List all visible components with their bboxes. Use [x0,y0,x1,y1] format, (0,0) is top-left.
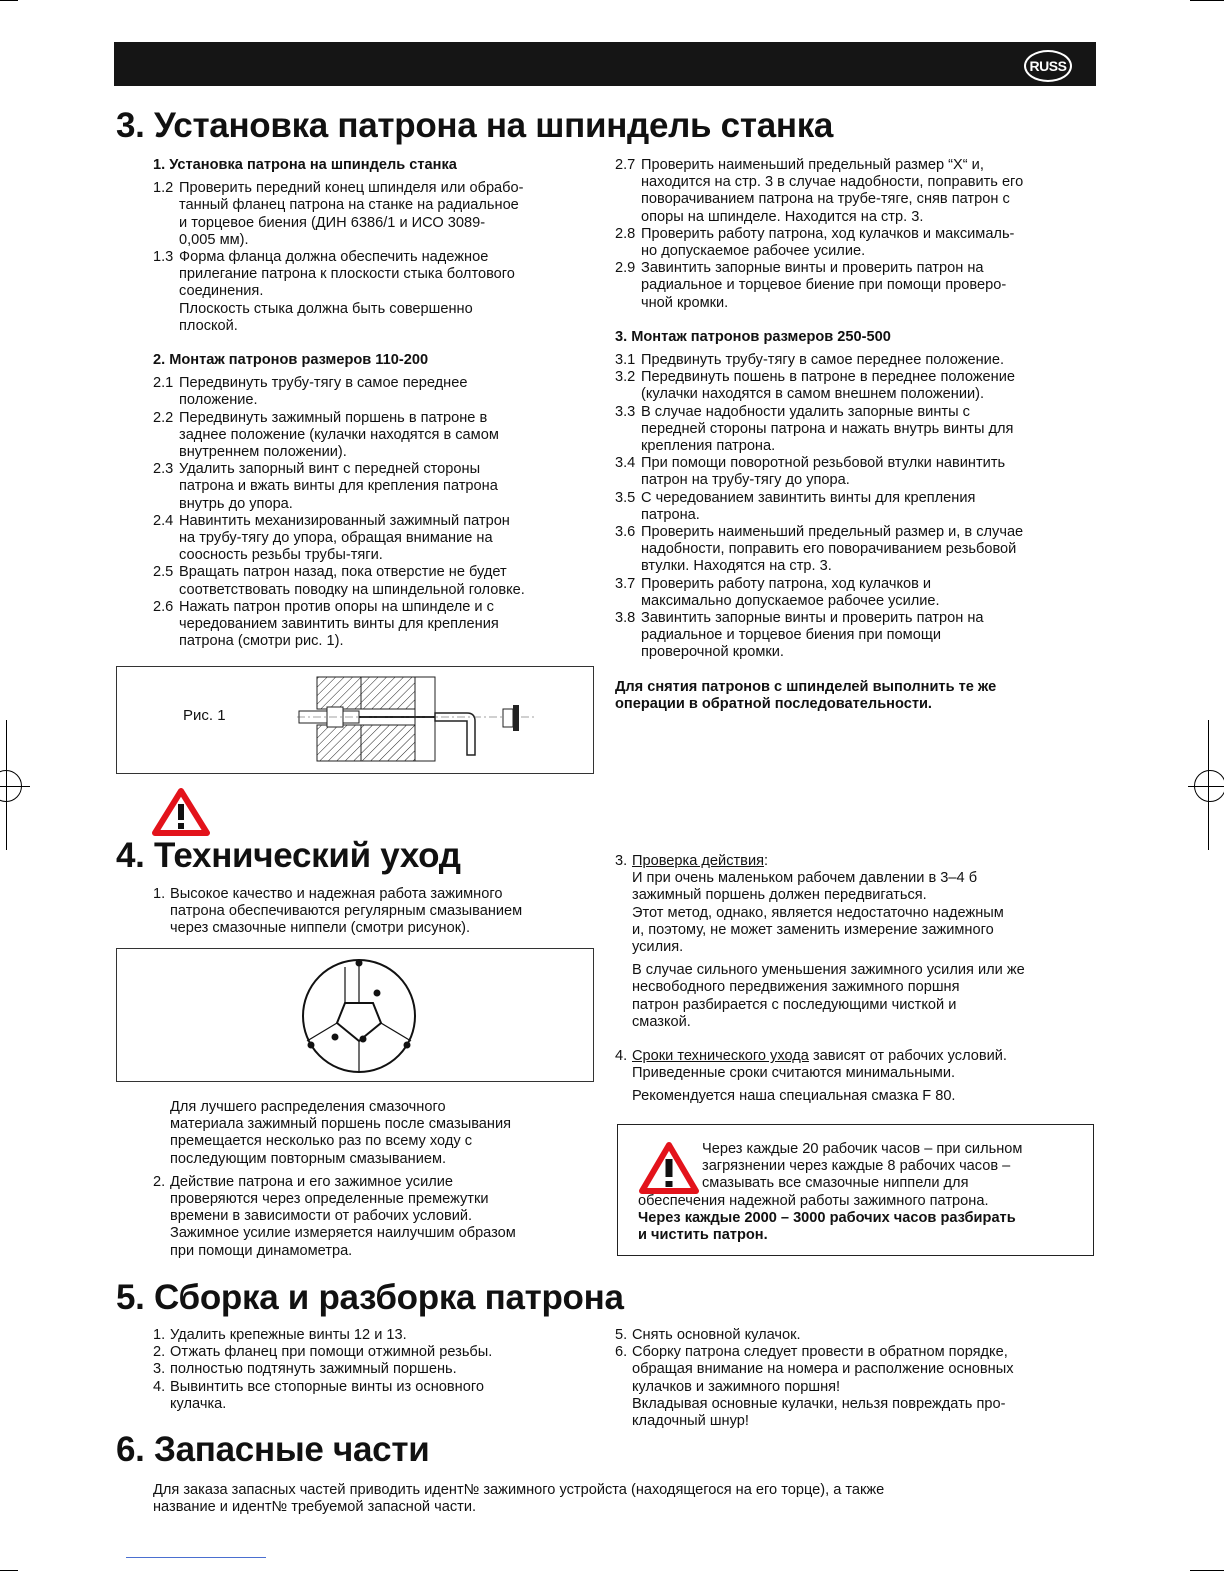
text-line: название и идент№ требуемой запасной части. [153,1499,477,1516]
text-line: соосность резьбы трубы-тяги. [179,547,383,564]
section-6-title: 6. Запасные части [116,1430,430,1469]
text-line: 4. [153,1378,166,1395]
text-line: 2.3 [153,461,174,478]
list-item [615,576,1105,593]
registration-mark [1194,770,1224,802]
text-line: смазкой. [632,1013,691,1030]
warning-text: смазывать все смазочные ниппели для [702,1175,969,1192]
section-3-title: 3. Установка патрона на шпиндель станка [116,106,834,145]
text-line: радиальное и торцевое биение при помощи проверо- [641,277,1007,294]
list-item [153,513,603,530]
text-line: 3.8 [615,610,636,627]
section-4-left-top [153,886,603,938]
text-line: 2.4 [153,512,174,529]
text-line: 2.2 [153,409,174,426]
list-item [615,1344,1105,1361]
text-line: 1.3 [153,249,174,266]
text-line: : [764,853,769,869]
list-item [615,524,1105,541]
text-line: радиальное и торцевое биения при помощи [641,627,941,644]
chuck-mounting-drawing [297,673,537,769]
list-item [153,249,603,266]
list-item [615,610,1105,627]
text-line: при помощи динамометра. [170,1242,353,1259]
list-item [153,1174,603,1191]
text-line: Проверить наименьший предельный размер и, в случае [641,524,1024,541]
text-line: 3.1 [615,352,636,369]
text-line: времени в зависимости от рабочих условий. [170,1208,473,1225]
list-item [153,1379,603,1396]
text-line: максимально допускаемое рабочее усилие. [641,592,940,609]
text-line: Навинтить механизированный зажимный патрон [179,512,510,529]
text-line: 2.1 [153,375,174,392]
text-line: кулачков и зажимного поршня! [632,1378,841,1395]
text-line: несвободного передвижения зажимного поршня [632,979,960,996]
text-line: Удалить запорный винт с передней стороны [179,461,481,478]
warning-bold-text: Через каждые 2000 – 3000 рабочих часов разбирать [638,1210,1016,1227]
warning-triangle-icon [638,1141,700,1195]
crop-mark [1190,0,1224,1]
text-line: материала зажимный поршень после смазывания [170,1116,512,1133]
lubrication-figure-box [116,948,594,1082]
text-line: 3.4 [615,455,636,472]
text-line: При помощи поворотной резьбовой втулки навинтить [641,455,1006,472]
text-line: С чередованием завинтить винты для крепления [641,489,976,506]
text-line: прилегание патрона к плоскости стыка болтового [179,266,515,283]
text-line: втулки. Находятся на стр. 3. [641,558,832,575]
text-line: патрон разбирается с последующими чисткой и [632,996,957,1013]
list-item [153,564,603,581]
list-item [153,1327,603,1344]
text-line: Сборку патрона следует провести в обратном порядке, [632,1344,1008,1361]
text-line: через смазочные ниппели (смотри рисунок). [170,920,471,937]
text-line: обращая внимание на номера и располжение основных [632,1361,1014,1378]
text-line: 5. [615,1327,628,1343]
text-line: заднее положение (кулачки находятся в самом [179,426,499,443]
text-line: соединения. [179,283,264,300]
text-line: находится на стр. 3 в случае надобности, поправить его [641,174,1024,191]
text-line: 3. [615,853,628,869]
text-line: зажимный поршень должен передвигаться. [632,887,927,904]
list-item [153,599,603,616]
text-line: Проверить работу патрона, ход кулачков и максималь- [641,225,1015,242]
warning-text: обеспечения надежной работы зажимного патрона. [638,1193,989,1209]
text-line: 2.6 [153,598,174,615]
text-line: Приведенные сроки считаются минимальными. [632,1065,956,1082]
text-line: 1. [153,886,166,902]
text-line: кладочный шнур! [632,1413,749,1430]
text-line: танный фланец патрона на станке на радиальное [179,197,519,214]
text-line: Завинтить запорные винты и проверить патрон на [641,610,984,627]
list-item [615,352,1105,369]
removal-note: Для снятия патронов с шпинделей выполнить те же [615,678,997,695]
lubricant-recommendation: Рекомендуется наша специальная смазка F 80. [632,1088,956,1105]
list-item [615,455,1105,472]
text-line: положение. [179,392,258,409]
text-line: Для лучшего распределения смазочного [170,1099,446,1115]
section-5-left-column [153,1327,603,1413]
list-item [153,886,603,903]
text-line: надобности, поправить его поворачиванием резьбовой [641,541,1017,558]
text-line: И при очень маленьком рабочем давлении в 3–4 б [632,870,978,887]
brand-logo: RUSS [1024,50,1072,82]
maintenance-warning-box [617,1124,1094,1256]
maintenance-interval-heading: Сроки технического ухода [632,1048,809,1065]
text-line: последующим повторным смазыванием. [170,1150,447,1167]
text-line: патрона. [641,506,700,523]
text-line: Передвинуть трубу-тягу в самое переднее [179,375,468,392]
text-line: патрона (смотри рис. 1). [179,633,344,650]
list-item [153,1344,603,1361]
maintenance-check-heading: Проверка действия [632,853,764,869]
text-line: внутреннем положении). [179,444,347,461]
header-bar [114,42,1096,86]
list-item [153,1361,603,1378]
footer-rule [126,1557,266,1558]
section-3-left-column [153,157,603,650]
text-line: проверяются через определенные премежутки [170,1191,489,1208]
warning-text: загрязнении через каждые 8 рабочих часов – [702,1158,1011,1175]
list-item [153,410,603,427]
text-line: на трубу-тягу до упора, обращая внимание на [179,530,493,547]
text-line: Для заказа запасных частей приводить идент№ зажимного устройста (находящегося на его торце), а также [153,1482,885,1498]
figure-1-label: Рис. 1 [183,707,226,724]
text-line: внутрь до упора. [179,495,293,512]
figure-1-box [116,666,594,774]
section-4-right-column [615,853,1105,1106]
text-line: Проверить передний конец шпинделя или обрабо- [179,180,524,197]
subsection-heading: 3. Монтаж патронов размеров 250-500 [615,328,891,345]
text-line: чной кромки. [641,294,729,311]
text-line: 2.9 [615,260,636,277]
list-item [153,180,603,197]
list-item [615,226,1105,243]
text-line: Нажать патрон против опоры на шпинделе и с [179,598,494,615]
text-line: проверочной кромки. [641,644,784,661]
text-line: Плоскость стыка должна быть совершенно [179,300,473,317]
text-line: 1.2 [153,180,174,197]
crop-mark [0,0,18,1]
text-line: Передвинуть зажимный поршень в патроне в [179,409,488,426]
text-line: Этот метод, однако, является недостаточно надежным [632,904,1004,921]
text-line: Проверить наименьший предельный размер “X“ и, [641,157,984,173]
list-item [615,260,1105,277]
text-line: Проверить работу патрона, ход кулачков и [641,575,932,592]
list-item [153,375,603,392]
text-line: Передвинуть пошень в патроне в переднее положение [641,369,1015,386]
text-line: премещается несколько раз по всему ходу с [170,1133,473,1150]
text-line: кулачка. [170,1395,227,1412]
text-line: передней стороны патрона и нажать внутрь винты для [641,420,1014,437]
text-line: Снять основной кулачок. [632,1327,801,1343]
list-item [615,490,1105,507]
text-line: 3.3 [615,403,636,420]
text-line: патрона обеспечиваются регулярным смазыванием [170,903,523,920]
text-line: 3.6 [615,524,636,541]
text-line: Действие патрона и его зажимное усилие [170,1173,454,1190]
text-line: патрона и вжать винты для крепления патрона [179,478,498,495]
list-item [615,157,1105,174]
list-item [153,461,603,478]
text-line: Отжать фланец при помощи отжимной резьбы. [170,1344,493,1361]
text-line: 2.5 [153,564,174,581]
section-6-text [153,1482,1103,1516]
text-line: 2. [153,1173,166,1190]
text-line: 0,005 мм). [179,231,249,248]
warning-text: Через каждые 20 рабочик часов – при сильном [702,1141,1023,1157]
warning-bold-text: и чистить патрон. [638,1227,768,1244]
list-item [615,1048,1105,1065]
crop-mark [1190,1570,1224,1571]
text-line: 3.7 [615,575,636,592]
text-line: 6. [615,1344,628,1361]
section-5-right-column [615,1327,1105,1430]
text-line: и, поэтому, не может заменить измерение зажимного [632,921,994,938]
text-line: патрон на трубу-тягу до упора. [641,472,850,489]
text-line: 2.8 [615,225,636,242]
text-line: 2. [153,1344,166,1361]
text-line: Высокое качество и надежная работа зажимного [170,886,503,902]
text-line: и торцевое биения (ДИН 6386/1 и ИСО 3089- [179,214,486,231]
text-line: поворачиванием патрона на трубе-тяге, сняв патрон с [641,191,1010,208]
chuck-front-view-drawing [301,953,421,1079]
registration-mark [0,770,22,802]
removal-note: операции в обратной последовательности. [615,695,932,712]
text-line: (кулачки находятся в самом внешнем положении). [641,386,985,403]
text-line: Вкладывая основные кулачки, нельзя повреждать про- [632,1395,1006,1412]
text-line: В случае надобности удалить запорные винты с [641,403,970,420]
text-line: Форма фланца должна обеспечить надежное [179,249,489,266]
text-line: 2.7 [615,157,636,173]
text-line: полностью подтянуть зажимный поршень. [170,1361,457,1378]
text-line: Зажимное усилие измеряется наилучшим образом [170,1225,516,1242]
warning-triangle-icon [152,788,210,836]
section-4-title: 4. Технический уход [116,836,461,875]
text-line: но допускаемое рабочее усилие. [641,243,866,260]
text-line: Вывинтить все стопорные винты из основного [170,1378,484,1395]
text-line: крепления патрона. [641,438,776,455]
text-line: Удалить крепежные винты 12 и 13. [170,1327,407,1343]
section-4-left-bottom [153,1099,603,1260]
text-line: 3.2 [615,369,636,386]
list-item [615,853,1105,870]
subsection-heading: 1. Установка патрона на шпиндель станка [153,157,457,173]
list-item [615,369,1105,386]
text-line: Вращать патрон назад, пока отверстие не будет [179,564,507,581]
list-item [615,1327,1105,1344]
text-line: 1. [153,1327,166,1343]
text-line: зависят от рабочих условий. [808,1048,1007,1065]
text-line: соответствовать поводку на шпиндельной головке. [179,581,525,598]
section-5-title: 5. Сборка и разборка патрона [116,1278,624,1317]
text-line: плоской. [179,317,238,334]
subsection-heading: 2. Монтаж патронов размеров 110-200 [153,352,429,369]
text-line: 3. [153,1361,166,1378]
crop-mark [0,1570,18,1571]
text-line: опоры на шпинделе. Находится на стр. 3. [641,208,924,225]
text-line: 3.5 [615,489,636,506]
section-3-right-column [615,157,1105,713]
text-line: 4. [615,1048,628,1065]
text-line: Завинтить запорные винты и проверить патрон на [641,260,984,277]
text-line: усилия. [632,939,684,956]
text-line: чередованием завинтить винты для крепления [179,616,499,633]
list-item [615,404,1105,421]
text-line: Предвинуть трубу-тягу в самое переднее положение. [641,352,1004,369]
text-line: В случае сильного уменьшения зажимного усилия или же [632,962,1025,979]
